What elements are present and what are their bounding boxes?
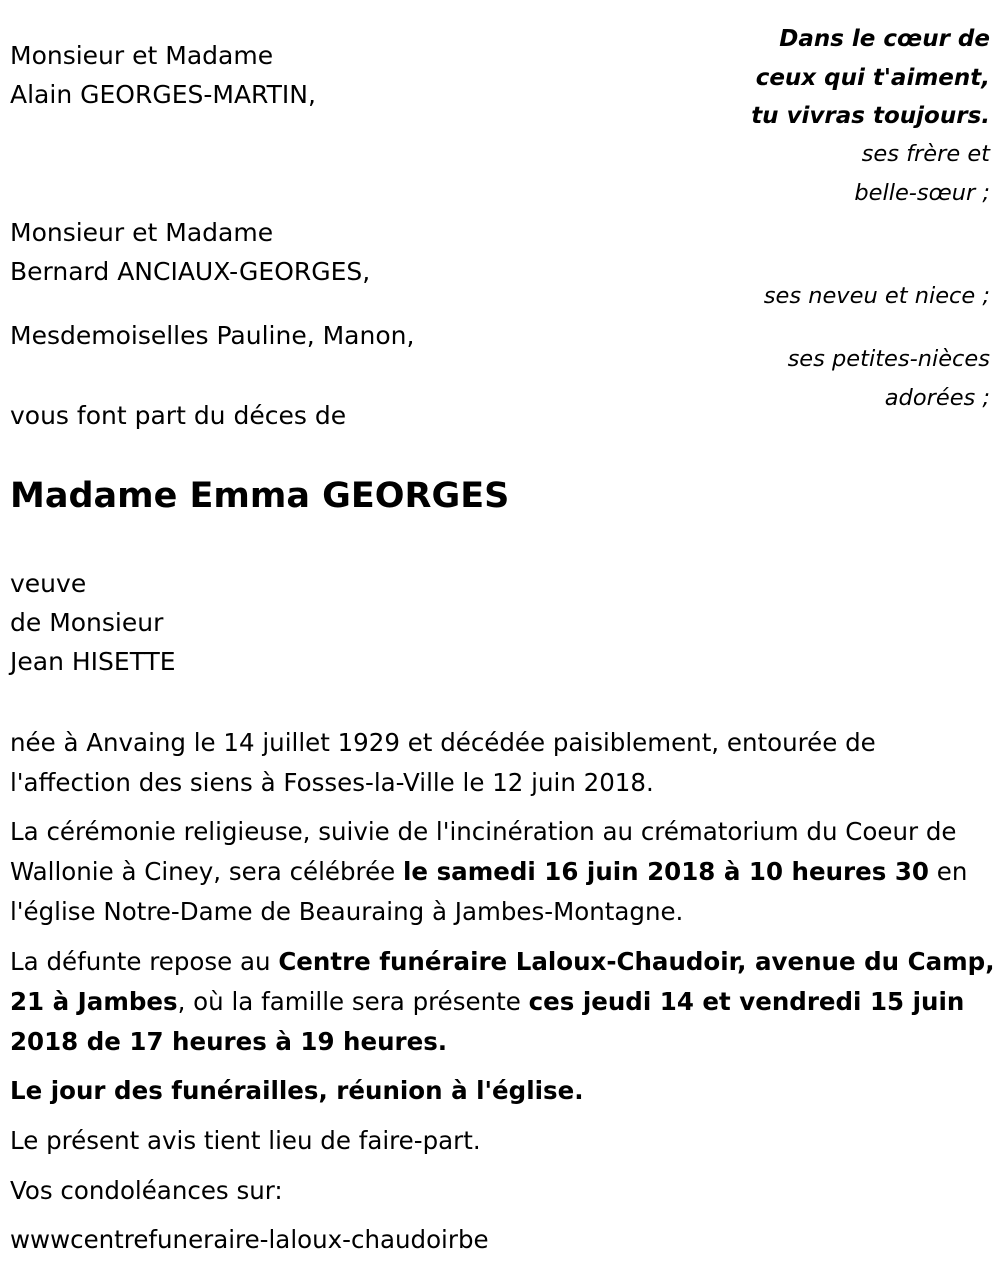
relation-line: adorées ; xyxy=(884,384,990,411)
viewing-text: , où la famille sera présente xyxy=(177,987,529,1016)
widow-line: de Monsieur xyxy=(10,608,164,637)
ceremony-text: La cérémonie religieuse, suivie de l'incinération au crématorium du Coeur de Wallonie à Ciney, sera célébrée xyxy=(10,817,957,886)
relation-line: ses frère et xyxy=(861,141,990,167)
viewing-paragraph xyxy=(10,942,995,1062)
memorial-motto xyxy=(751,20,990,136)
family-line: Monsieur et Madame xyxy=(10,218,274,247)
motto-line: ceux qui t'aiment, xyxy=(755,64,990,91)
funeral-home-address: Centre funéraire Laloux-Chaudoir, avenue du Camp, 21 à Jambes xyxy=(10,947,995,1016)
ceremony-paragraph xyxy=(10,812,995,932)
widow-line: Jean HISETTE xyxy=(10,647,176,676)
family-line: Bernard ANCIAUX-GEORGES, xyxy=(10,257,371,286)
relation-line: ses petites-nièces xyxy=(787,346,990,372)
viewing-text: La défunte repose au xyxy=(10,947,279,976)
funeral-day-note: Le jour des funérailles, réunion à l'église. xyxy=(10,1076,584,1105)
relation-nephew-niece: ses neveu et niece ; xyxy=(763,283,990,309)
relation-line: belle-sœur ; xyxy=(854,179,990,206)
notice-text: Le présent avis tient lieu de faire-part. xyxy=(10,1126,481,1155)
announcement-line: vous font part du déces de xyxy=(10,401,347,430)
motto-line: tu vivras toujours. xyxy=(751,103,990,129)
viewing-hours: ces jeudi 14 et vendredi 15 juin 2018 de 17 heures à 19 heures. xyxy=(10,987,965,1056)
birth-death-paragraph: née à Anvaing le 14 juillet 1929 et décédée paisiblement, entourée de l'affection des siens à Fosses-la-Ville le 12 juin 2018. xyxy=(10,728,876,797)
family-line: Alain GEORGES-MARTIN, xyxy=(10,80,316,109)
relation-siblings xyxy=(854,135,990,212)
ceremony-datetime: le samedi 16 juin 2018 à 10 heures 30 xyxy=(403,857,929,886)
widow-of xyxy=(10,564,176,681)
family-line: Monsieur et Madame xyxy=(10,41,274,70)
family-group-grandnieces: Mesdemoiselles Pauline, Manon, xyxy=(10,321,415,350)
ceremony-location: en l'église Notre-Dame de Beauraing à Jambes-Montagne. xyxy=(10,857,968,926)
widow-line: veuve xyxy=(10,569,87,598)
motto-line: Dans le cœur de xyxy=(779,26,990,52)
relation-grandnieces xyxy=(788,340,990,417)
family-group-anciaux-georges xyxy=(10,213,370,291)
condolences-label: Vos condoléances sur: xyxy=(10,1176,283,1205)
deceased-name: Madame Emma GEORGES xyxy=(10,476,510,516)
condolences-website: wwwcentrefuneraire-laloux-chaudoirbe xyxy=(10,1225,489,1254)
family-group-georges-martin xyxy=(10,36,316,114)
